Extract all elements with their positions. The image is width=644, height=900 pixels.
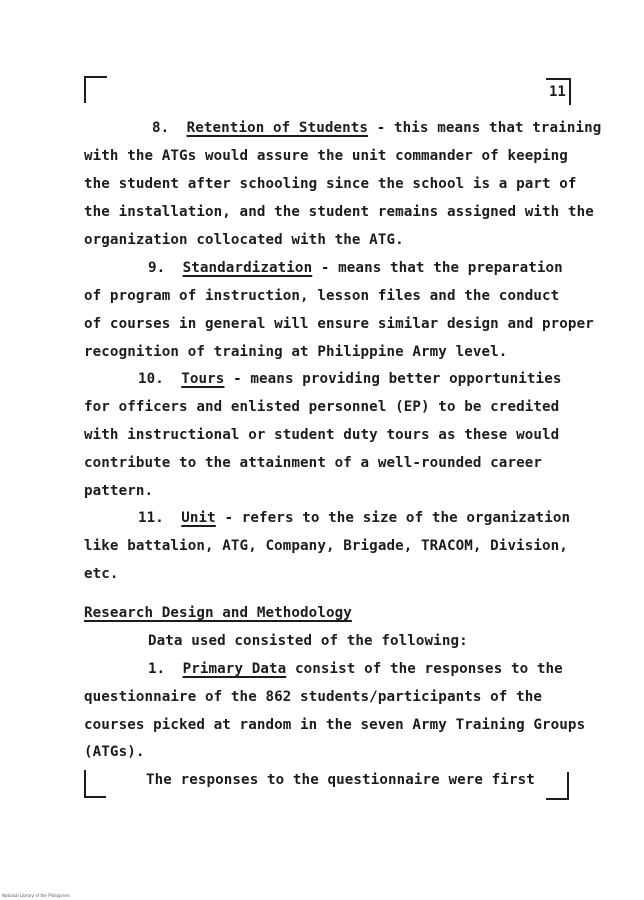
paragraph-11-line-2: like battalion, ATG, Company, Brigade, TRACOM, Division, [84, 538, 568, 554]
paragraph-10-number: 10. [138, 371, 164, 387]
paragraph-9-title: Standardization [182, 260, 313, 276]
item-1-first-line [148, 661, 563, 677]
paragraph-10-line-3: with instructional or student duty tours as these would [84, 427, 560, 443]
top-right-bracket-vertical [569, 78, 571, 105]
section-intro: Data used consisted of the following: [148, 633, 468, 649]
paragraph-8-line-4: the installation, and the student remains assigned with the [84, 204, 594, 220]
section-heading: Research Design and Methodology [84, 605, 352, 621]
item-1-line-1: consist of the responses to the [286, 661, 563, 677]
paragraph-11-line-3: etc. [84, 566, 119, 582]
paragraph-11-line-1: - refers to the size of the organization [215, 510, 571, 526]
item-1-line-2: questionnaire of the 862 students/participants of the [84, 689, 543, 705]
paragraph-9-line-4: recognition of training at Philippine Army level. [84, 344, 508, 360]
paragraph-9-number: 9. [148, 260, 166, 276]
paragraph-8-line-2: with the ATGs would assure the unit commander of keeping [84, 148, 568, 164]
top-left-bracket-horizontal [84, 76, 107, 78]
paragraph-9-line-2: of program of instruction, lesson files and the conduct [84, 288, 560, 304]
paragraph-10-line-5: pattern. [84, 483, 154, 499]
footer-text: National Library of the Philippines [2, 893, 70, 898]
paragraph-10-line-1: - means providing better opportunities [224, 371, 562, 387]
top-right-bracket-horizontal [546, 78, 571, 80]
top-left-bracket-vertical [84, 76, 86, 103]
paragraph-11-first-line [138, 510, 570, 526]
item-1-number: 1. [148, 661, 166, 677]
paragraph-8-title: Retention of Students [186, 120, 369, 136]
paragraph-8-number: 8. [152, 120, 170, 136]
paragraph-10-first-line [138, 371, 561, 387]
bottom-right-bracket-vertical [567, 772, 569, 800]
paragraph-10-title: Tours [181, 371, 225, 387]
item-1-title: Primary Data [182, 661, 287, 677]
paragraph-11-title: Unit [181, 510, 216, 526]
paragraph-8-first-line [152, 120, 601, 136]
paragraph-9-first-line [148, 260, 563, 276]
bottom-left-bracket-vertical [84, 770, 86, 798]
paragraph-11-number: 11. [138, 510, 164, 526]
paragraph-10-line-2: for officers and enlisted personnel (EP) to be credited [84, 399, 560, 415]
paragraph-9-line-1: - means that the preparation [312, 260, 563, 276]
bottom-left-bracket-horizontal [84, 796, 106, 798]
paragraph-8-line-3: the student after schooling since the school is a part of [84, 176, 577, 192]
bottom-right-bracket-horizontal [546, 798, 569, 800]
paragraph-10-line-4: contribute to the attainment of a well-rounded career [84, 455, 543, 471]
paragraph-9-line-3: of courses in general will ensure similar design and proper [84, 316, 594, 332]
paragraph-8-line-5: organization collocated with the ATG. [84, 232, 404, 248]
item-1-line-4: (ATGs). [84, 744, 145, 760]
last-line: The responses to the questionnaire were first [146, 772, 535, 788]
page-number: 11 [549, 84, 566, 100]
paragraph-8-line-1: - this means that training [368, 120, 602, 136]
item-1-line-3: courses picked at random in the seven Army Training Groups [84, 717, 586, 733]
